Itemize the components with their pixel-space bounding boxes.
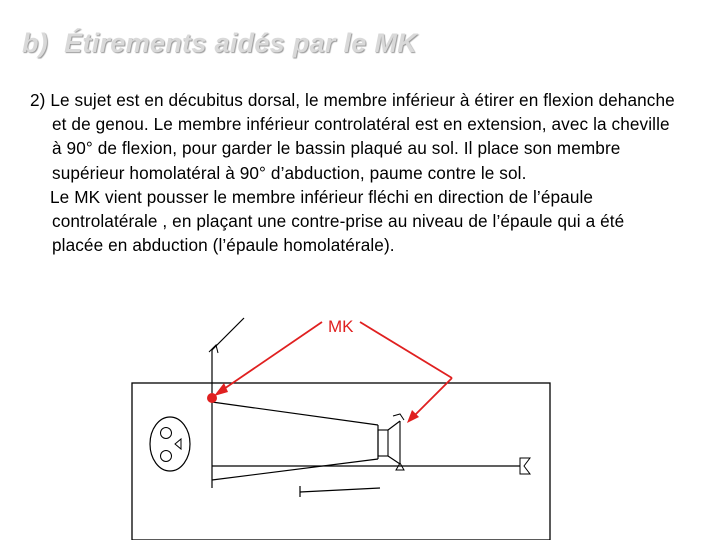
abducted-arm — [209, 318, 244, 488]
head-icon — [150, 417, 190, 471]
mk-foot-arrow — [360, 322, 452, 423]
section-number: b) — [22, 28, 49, 58]
mk-label: MK — [328, 317, 354, 336]
lower-arm — [300, 486, 380, 497]
section-title-text: Étirements aidés par le MK — [64, 28, 418, 58]
paragraph-mk-action: Le MK vient pousser le membre inférieur fléchi en direction de l’épaule controlatérale , en plaçant une contre-prise au niveau de l’épaule qui a été placée en abduction (l’épaule homolatérale). — [50, 186, 625, 256]
paragraph-position: 2) Le sujet est en décubitus dorsal, le membre inférieur à étirer en flexion dehanche et de genou. Le membre inférieur controlatéral est en extension, avec la cheville à 90° de flexion, pour garder le bassin plaqué au sol. Il place son membre supérieur homolatéral à 90° d’abduction, paume contre le sol. — [30, 90, 675, 183]
diagram-frame — [132, 383, 550, 540]
mk-hand-arrow — [207, 322, 322, 403]
flexed-leg — [212, 402, 404, 480]
